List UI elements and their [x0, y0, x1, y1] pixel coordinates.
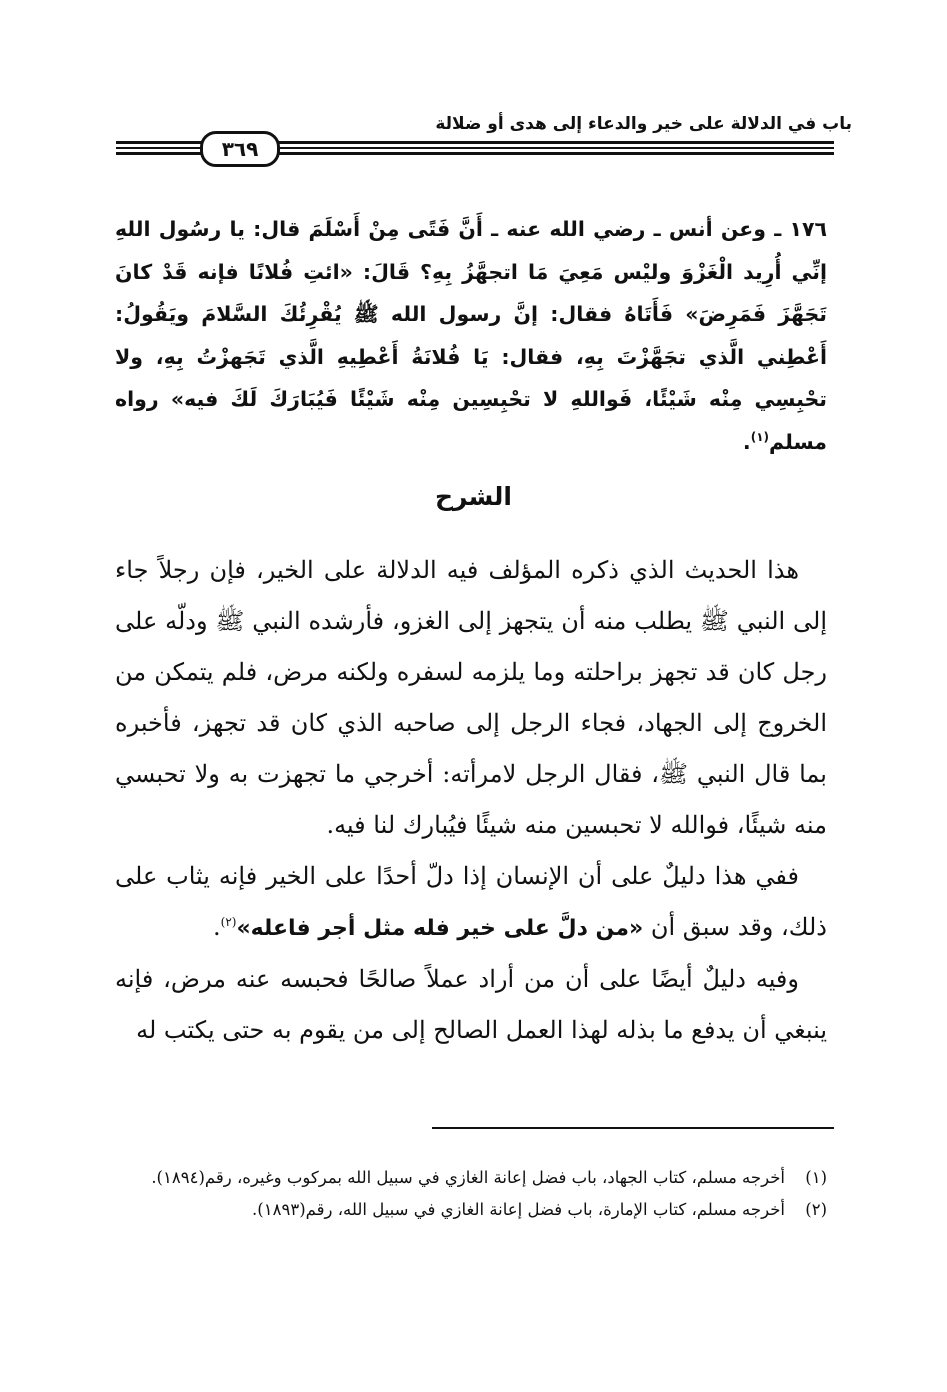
footnote-text: أخرجه مسلم، كتاب الإمارة، باب فضل إعانة الغازي في سبيل الله، رقم(١٨٩٣). [252, 1200, 785, 1219]
footnote-text: أخرجه مسلم، كتاب الجهاد، باب فضل إعانة الغازي في سبيل الله بمركوب وغيره، رقم(١٨٩٤). [151, 1168, 785, 1187]
footnote-item [115, 1162, 827, 1194]
footnote-item [115, 1194, 827, 1226]
commentary-paragraph-3: وفيه دليلٌ أيضًا على أن من أراد عملاً صالحًا فحبسه عنه مرض، فإنه ينبغي أن يدفع ما بذله لهذا العمل الصالح إلى من يقوم به حتى يكتب له [115, 965, 827, 1044]
footnotes-block [115, 1162, 827, 1226]
page-number-badge [200, 131, 280, 167]
footnote-ref-1: (١) [750, 429, 769, 444]
commentary-paragraph-2 [115, 851, 827, 954]
page-number: ٣٦٩ [221, 137, 259, 161]
footnote-separator [432, 1127, 834, 1129]
hadith-text: ١٧٦ ـ وعن أنس ـ رضي الله عنه ـ أَنَّ فَتًى مِنْ أَسْلَمَ قال: يا رسُول اللهِ إنِّي أُرِيد الْغَزْوَ وليْس مَعِيَ مَا اتجهَّزُ بِهِ؟ قَالَ: «ائتِ فُلانًا فإنه قَدْ كانَ تَجَهَّزَ فَمَرِضَ» فَأَتَاهُ فقال: إنَّ رسول الله ﷺ يُقْرِئُكَ السَّلامَ ويَقُولُ: أَعْطِني الَّذي تجَهَّزْتَ بِهِ، فقال: يَا فُلانَةُ أَعْطِيهِ الَّذي تَجَهزْتُ بِهِ، ولا تحْبِسِي مِنْه شَيْئًا، فَواللهِ لا تحْبِسِين مِنْه شَيْئًا فَيُبَارَكَ لَكَ فيه» رواه مسلم [115, 217, 827, 454]
hadith-block [115, 208, 827, 463]
commentary-block [115, 545, 827, 1056]
hadith-tail: . [742, 429, 751, 454]
commentary-p2-text: ففي هذا دليلٌ على أن الإنسان إذا دلّ أحدًا على الخير فإنه يثاب على ذلك، وقد سبق أن [115, 862, 827, 941]
footnote-ref-2: (٢) [220, 915, 237, 929]
footnote-number: (٢) [805, 1200, 827, 1219]
commentary-p2-quote: «من دلَّ على خير فله مثل أجر فاعله» [236, 916, 644, 941]
footnote-number: (١) [805, 1168, 827, 1187]
commentary-p2-tail: . [213, 913, 221, 941]
commentary-paragraph-1: هذا الحديث الذي ذكره المؤلف فيه الدلالة على الخير، فإن رجلاً جاء إلى النبي ﷺ يطلب منه أن يتجهز إلى الغزو، فأرشده النبي ﷺ ودلّه على رجل كان قد تجهز براحلته وما يلزمه لسفره ولكنه مرض، فلم يتمكن من الخروج إلى الجهاد، فجاء الرجل إلى صاحبه الذي كان قد تجهز، فأخبره بما قال النبي ﷺ، فقال الرجل لامرأته: أخرجي ما تجهزت به ولا تحبسي منه شيئًا، فوالله لا تحبسين منه شيئًا فيُبارك لنا فيه. [115, 556, 827, 839]
running-header-title: باب في الدلالة على خير والدعاء إلى هدى أو ضلالة [435, 114, 852, 134]
hadith-paragraph [115, 208, 827, 463]
section-title-sharh: الشرح [435, 482, 512, 511]
